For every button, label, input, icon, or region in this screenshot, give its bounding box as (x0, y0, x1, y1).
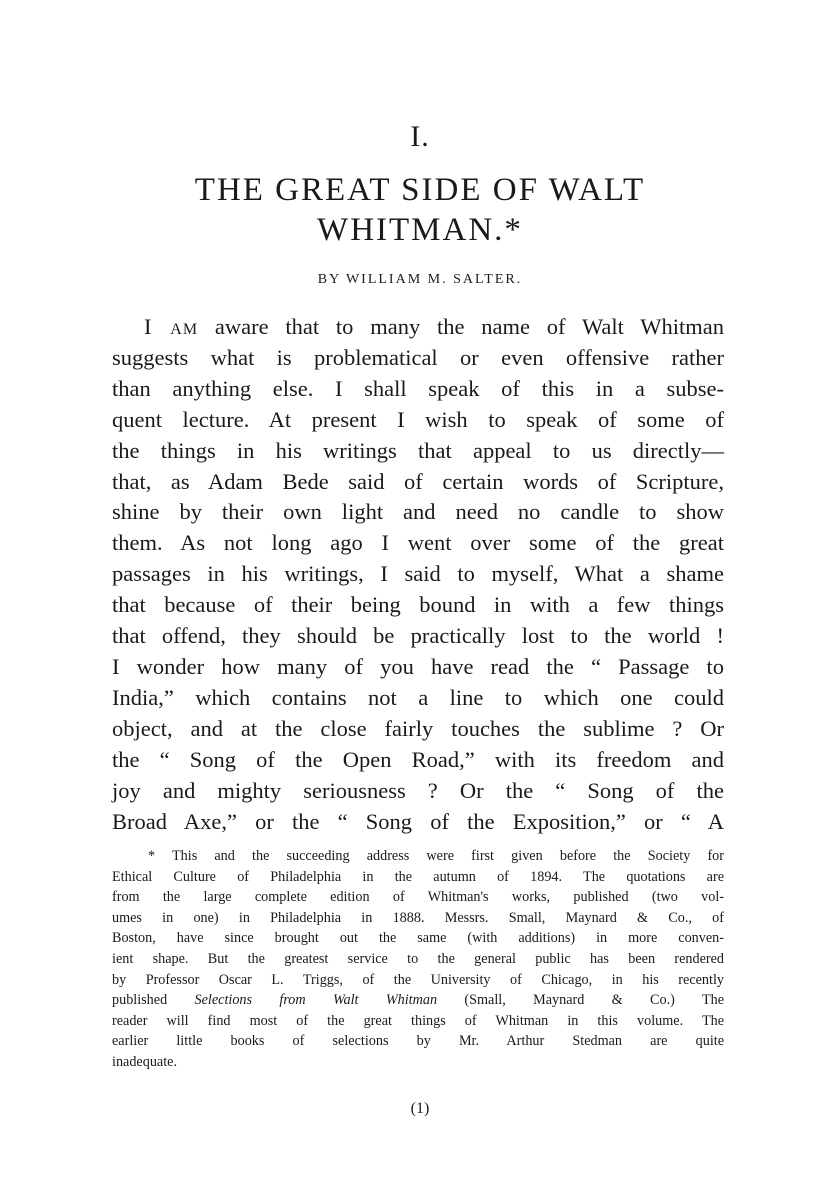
footnote-line: Boston, have since brought out the same (with additions) in more conven- (112, 930, 724, 947)
body-line: that because of their being bound in with a few things (112, 592, 724, 618)
footnote-line: by Professor Oscar L. Triggs, of the University of Chicago, in his recently (112, 971, 724, 988)
body-line: passages in his writings, I said to myself, What a shame (112, 561, 724, 587)
body-line: I wonder how many of you have read the “ Passage to (112, 653, 724, 679)
footnote-text: published (112, 992, 195, 1009)
footnote-text: (Small, Maynard & Co.) The (437, 992, 724, 1009)
body-line: Broad Axe,” or the “ Song of the Exposition,” or “ A (112, 808, 724, 834)
chapter-title-line-1: THE GREAT SIDE OF WALT (194, 172, 646, 208)
body-line: India,” which contains not a line to which one could (112, 684, 724, 710)
body-paragraph (112, 312, 724, 837)
footnote-line (112, 990, 724, 1011)
body-line: the things in his writings that appeal to us directly— (112, 437, 724, 463)
body-line: shine by their own light and need no candle to show (112, 499, 724, 525)
body-line: them. As not long ago I went over some of the great (112, 530, 724, 556)
body-line: joy and mighty seriousness ? Or the “ Song of the (112, 777, 724, 803)
footnote-line: from the large complete edition of Whitman's works, published (two vol- (112, 889, 724, 906)
chapter-number: I. (410, 120, 430, 153)
footnote-line: umes in one) in Philadelphia in 1888. Messrs. Small, Maynard & Co., of (112, 909, 724, 926)
opening-words: I am (144, 314, 199, 339)
body-line-1 (112, 312, 724, 343)
body-line: object, and at the close fairly touches the sublime ? Or (112, 715, 724, 741)
chapter-title (110, 170, 730, 250)
footnote (112, 846, 724, 1073)
book-title-italic: Selections from Walt Whitman (194, 992, 438, 1009)
footnote-line: inadequate. (112, 1053, 177, 1070)
body-line: than anything else. I shall speak of this in a subse- (112, 375, 724, 401)
body-line: quent lecture. At present I wish to speak of some of (112, 406, 724, 432)
body-line: the “ Song of the Open Road,” with its freedom and (112, 746, 724, 772)
body-line: suggests what is problematical or even offensive rather (112, 344, 724, 370)
chapter-title-line-2: WHITMAN.* (317, 212, 523, 248)
body-line: that offend, they should be practically lost to the world ! (112, 623, 724, 649)
body-line-1-text: aware that to many the name of Walt Whitman (198, 314, 724, 339)
author-byline: BY WILLIAM M. SALTER. (317, 272, 523, 287)
body-line: that, as Adam Bede said of certain words of Scripture, (112, 468, 724, 494)
footnote-line: reader will find most of the great things of Whitman in this volume. The (112, 1012, 724, 1029)
footnote-line: Ethical Culture of Philadelphia in the autumn of 1894. The quotations are (112, 868, 724, 885)
footnote-line: ient shape. But the greatest service to the general public has been rendered (112, 950, 724, 967)
footnote-line: * This and the succeeding address were first given before the Society for (148, 848, 724, 864)
footnote-line: earlier little books of selections by Mr. Arthur Stedman are quite (112, 1033, 724, 1050)
page-number: (1) (410, 1100, 430, 1117)
